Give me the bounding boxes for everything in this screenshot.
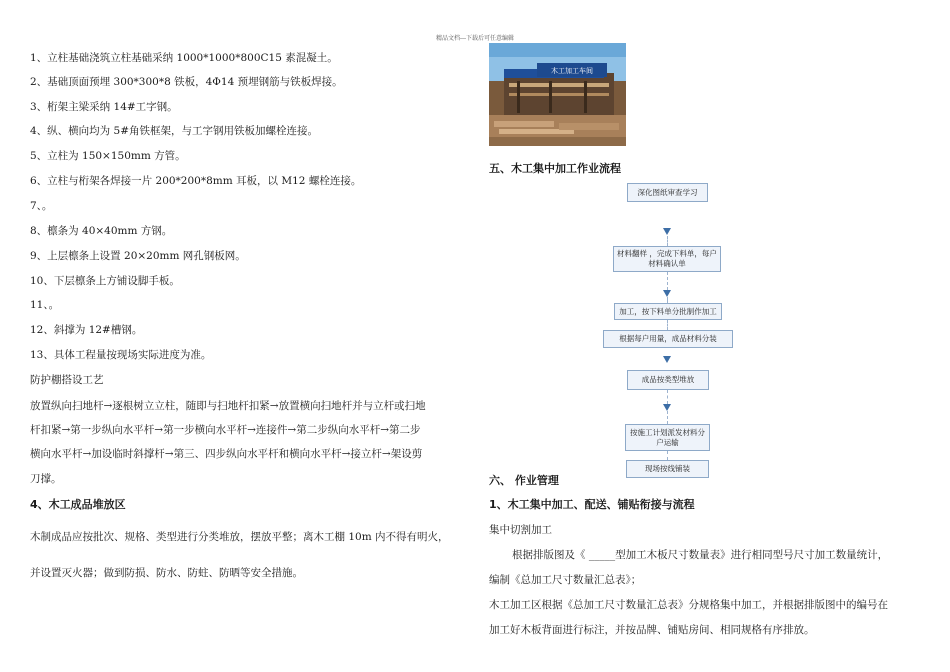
arrow-down-icon bbox=[663, 290, 671, 297]
flow-step: 按施工计划派发材料分户运输 bbox=[625, 424, 710, 451]
paragraph-line: 并设置灭火器；做到防损、防水、防蛀、防晒等安全措施。 bbox=[30, 567, 303, 579]
section-heading: 五、木工集中加工作业流程 bbox=[489, 162, 621, 175]
connector bbox=[667, 320, 668, 330]
list-item: 5、立柱为 150×150mm 方管。 bbox=[30, 150, 186, 162]
list-item: 1、立柱基础浇筑立柱基础采纳 1000*1000*800C15 素混凝土。 bbox=[30, 52, 338, 64]
process-line: 刀撑。 bbox=[30, 473, 62, 485]
section-heading: 4、木工成品堆放区 bbox=[30, 498, 126, 511]
connector bbox=[667, 451, 668, 460]
paragraph-line: 根据排版图及《 _____型加工木板尺寸数量表》进行相同型号尺寸加工数量统计， bbox=[512, 549, 889, 561]
list-item: 8、檩条为 40×40mm 方钢。 bbox=[30, 225, 173, 237]
list-item: 10、下层檩条上方铺设脚手板。 bbox=[30, 275, 180, 287]
paragraph-line: 加工好木板背面进行标注，并按品牌、铺贴房间、相同规格有序排放。 bbox=[489, 624, 815, 636]
arrow-down-icon bbox=[663, 356, 671, 363]
subsection-heading: 1、木工集中加工、配送、铺贴衔接与流程 bbox=[489, 498, 695, 511]
connector bbox=[667, 236, 668, 246]
flow-step: 加工，按下料单分批制作加工 bbox=[614, 303, 722, 320]
section-heading: 六、 作业管理 bbox=[489, 474, 559, 487]
connector bbox=[667, 411, 668, 424]
paragraph-line: 木制成品应按批次、规格、类型进行分类堆放，摆放平整；离木工棚 10m 内不得有明火， bbox=[30, 531, 449, 543]
list-item: 3、桁架主梁采纳 14#工字钢。 bbox=[30, 101, 178, 113]
process-line: 放置纵向扫地杆→逐根树立立柱，随即与扫地杆扣紧→放置横向扫地杆并与立杆或扫地 bbox=[30, 400, 426, 412]
list-item: 13、具体工程量按现场实际进度为准。 bbox=[30, 349, 212, 361]
page-header: 精品文档---下载后可任意编辑 bbox=[435, 35, 515, 42]
flow-step: 现场按线铺装 bbox=[626, 460, 709, 478]
flow-step: 成品按类型堆放 bbox=[627, 370, 709, 390]
list-item: 7、。 bbox=[30, 200, 53, 212]
paragraph-line: 木工加工区根据《总加工尺寸数量汇总表》分规格集中加工，并根据排版图中的编号在 bbox=[489, 599, 888, 611]
label-text: 集中切割加工 bbox=[489, 524, 552, 536]
paragraph-line: 编制《总加工尺寸数量汇总表》； bbox=[489, 574, 642, 586]
flow-step: 根据每户用量，成品材料分装 bbox=[603, 330, 733, 348]
connector bbox=[667, 272, 668, 290]
connector bbox=[667, 390, 668, 404]
arrow-down-icon bbox=[663, 228, 671, 235]
list-item: 11、。 bbox=[30, 299, 60, 311]
list-item: 9、上层檩条上设置 20×20mm 网孔钢板网。 bbox=[30, 250, 246, 262]
list-item: 2、基础顶面预埋 300*300*8 铁板，4Φ14 预埋钢筋与铁板焊接。 bbox=[30, 76, 343, 88]
subtitle: 防护棚搭设工艺 bbox=[30, 374, 104, 386]
workshop-photo bbox=[489, 43, 626, 146]
process-line: 杆扣紧→第一步纵向水平杆→第一步横向水平杆→连接件→第二步纵向水平杆→第二步 bbox=[30, 424, 421, 436]
list-item: 6、立柱与桁架各焊接一片 200*200*8mm 耳板，以 M12 螺栓连接。 bbox=[30, 175, 362, 187]
list-item: 12、斜撑为 12#槽钢。 bbox=[30, 324, 143, 336]
list-item: 4、纵、横向均为 5#角铁框架，与工字钢用铁板加螺栓连接。 bbox=[30, 125, 318, 137]
arrow-down-icon bbox=[663, 404, 671, 411]
flow-step: 材料翻样 ，完成下料单，每户材料确认单 bbox=[613, 246, 721, 272]
flow-step: 深化图纸审查学习 bbox=[627, 183, 708, 202]
process-line: 横向水平杆→加设临时斜撑杆→第三、四步纵向水平杆和横向水平杆→接立杆→架设剪 bbox=[30, 448, 423, 460]
sign-text: 木工加工车间 bbox=[551, 67, 593, 75]
